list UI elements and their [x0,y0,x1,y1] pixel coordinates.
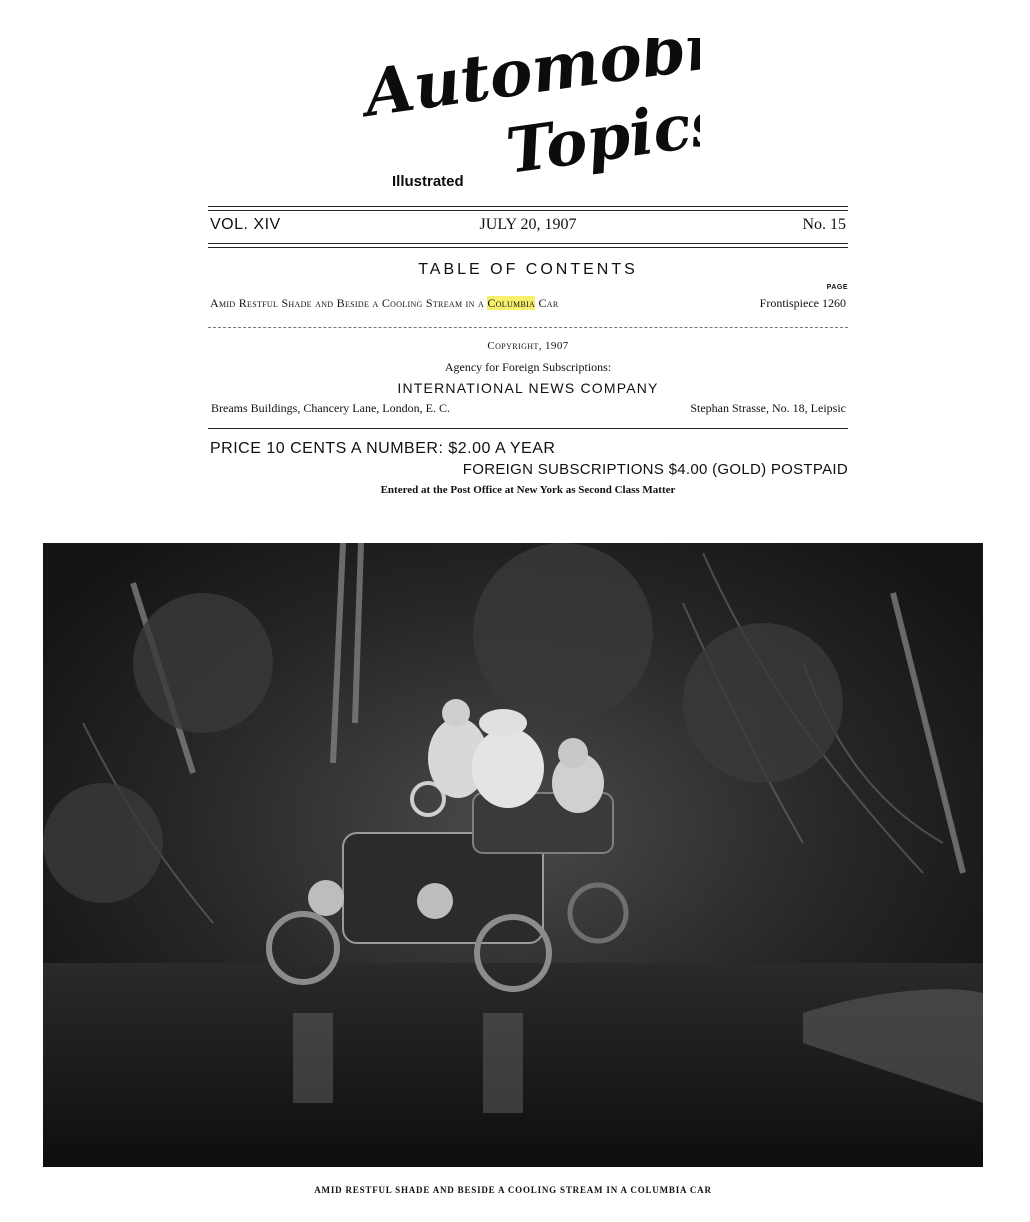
agency-line: Agency for Foreign Subscriptions: [444,360,612,374]
header-rule-top-double [208,210,848,211]
issue-date: JULY 20, 1907 [479,216,577,233]
header-rule-top [208,206,848,207]
toc-entry-title-before: Amid Restful Shade and Beside a Cooling Stream in a [210,296,488,310]
address-row [208,401,848,419]
frontispiece-photo [43,543,983,1167]
copyright-line: Copyright, 1907 [487,340,569,352]
foreign-subscription-line: FOREIGN SUBSCRIPTIONS $4.00 (GOLD) POSTPAID [462,461,848,478]
toc-page-label: PAGE [826,284,848,291]
issue-number: No. 15 [802,216,846,233]
header-rule-bottom-double [208,247,848,248]
toc-entry-title-highlight: Columbia [487,296,536,310]
header-rule-bottom [208,243,848,244]
toc-heading: TABLE OF CONTENTS [418,261,638,278]
frontispiece-photo-art [43,543,983,1167]
price-rule [208,428,848,429]
photo-caption: AMID RESTFUL SHADE AND BESIDE A COOLING STREAM IN A COLUMBIA CAR [314,1185,712,1195]
toc-divider [208,327,848,328]
volume-label: VOL. XIV [210,216,281,233]
issue-info-row [208,216,848,238]
entered-notice: Entered at the Post Office at New York as Second Class Matter [380,484,676,496]
toc-entry[interactable] [208,296,848,314]
london-address: Breams Buildings, Chancery Lane, London, E. C. [211,401,450,415]
masthead-title-line2: Topics [501,84,700,188]
masthead-logo-art [360,38,700,198]
leipsic-address: Stephan Strasse, No. 18, Leipsic [690,401,846,415]
masthead-tagline: Illustrated [392,173,464,190]
masthead-title-line1: Automobile [360,38,700,132]
price-line: PRICE 10 CENTS A NUMBER: $2.00 A YEAR [210,440,556,457]
company-name: INTERNATIONAL NEWS COMPANY [397,380,659,396]
toc-entry-page: Frontispiece 1260 [759,296,846,310]
toc-entry-title-after: Car [535,296,559,310]
masthead-logo [360,38,700,198]
toc-entry-title[interactable] [210,296,558,311]
